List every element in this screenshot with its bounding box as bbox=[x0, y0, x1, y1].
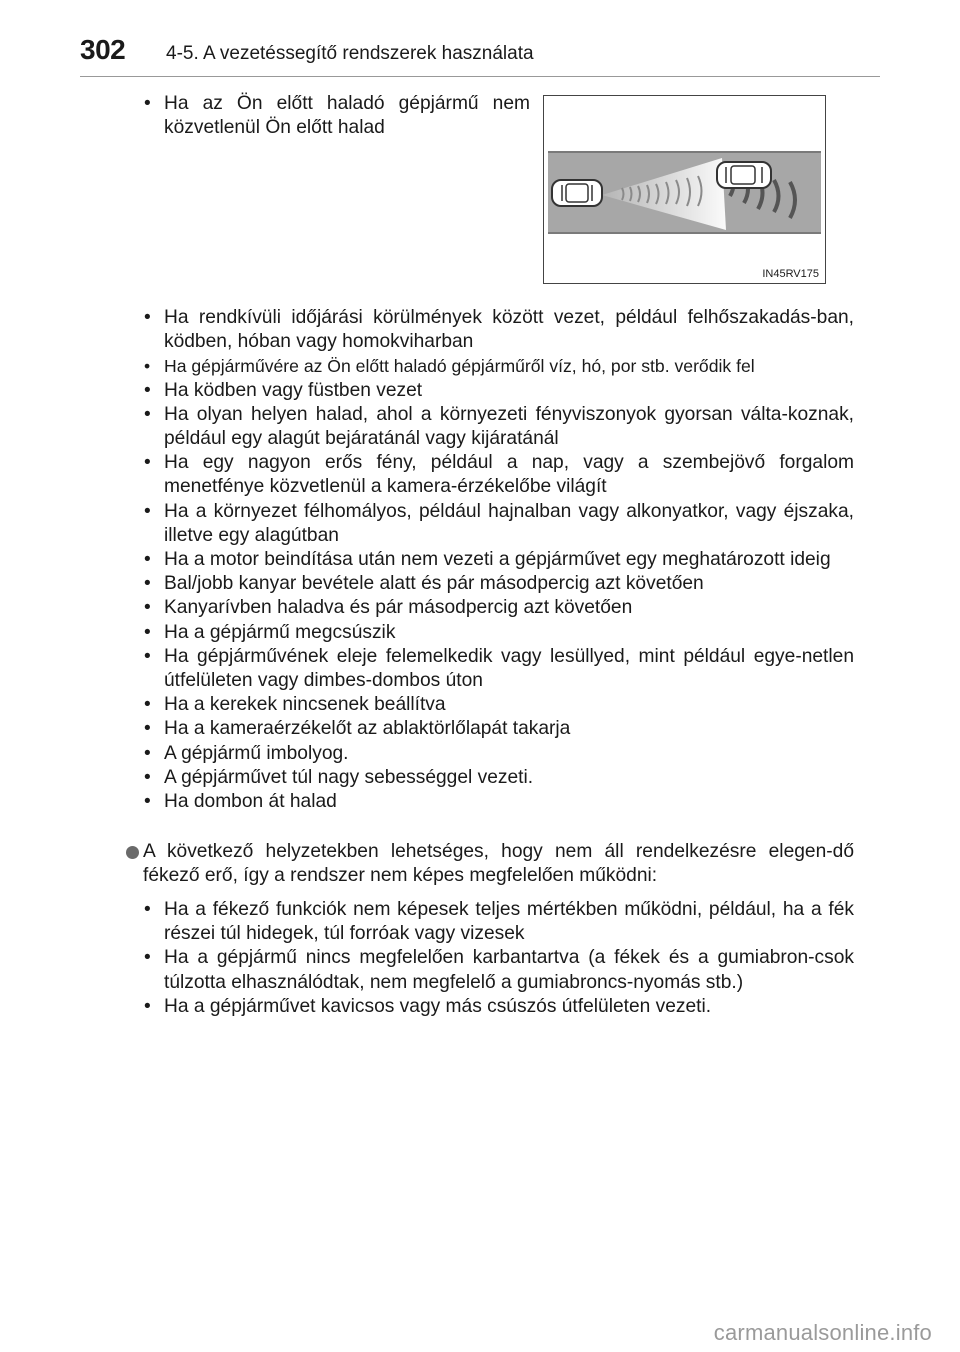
circle-bullet-icon bbox=[126, 846, 139, 859]
list-item: • Ha dombon át halad bbox=[140, 790, 854, 814]
circle-bullet-paragraph bbox=[120, 840, 854, 888]
page-number: 302 bbox=[80, 34, 126, 65]
circle-bullet-text: A következő helyzetekben lehetséges, hogy nem áll rendelkezésre elegen-dő fékező erő, így a rendszer nem képes megfelelően működni: bbox=[143, 841, 854, 887]
list-item: • Ha a környezet félhomályos, például hajnalban vagy alkonyatkor, vagy éjszaka, illetve egy alagútban bbox=[140, 500, 854, 548]
list-item: • Ha a fékező funkciók nem képesek teljes mértékben működni, például, ha a fék részei túl hidegek, túl forróak vagy vizesek bbox=[140, 898, 854, 946]
list-item: • Ha a motor beindítása után nem vezeti a gépjárművet egy meghatározott ideig bbox=[140, 548, 854, 572]
page-header bbox=[0, 0, 960, 72]
list-item: • Ha a gépjármű megcsúszik bbox=[140, 621, 854, 645]
list-item: • Ha a gépjárművet kavicsos vagy más csúszós útfelületen vezeti. bbox=[140, 995, 854, 1019]
list-item: • Ha ködben vagy füstben vezet bbox=[140, 379, 854, 403]
list-item: • Ha gépjárművének eleje felemelkedik vagy lesüllyed, mint például egye-netlen útfelületen vagy dimbes-dombos úton bbox=[140, 645, 854, 693]
list-item: • A gépjármű imbolyog. bbox=[140, 742, 854, 766]
list-item: • Ha egy nagyon erős fény, például a nap, vagy a szembejövő forgalom menetfénye közvetlenül a kamera-érzékelőbe világít bbox=[140, 451, 854, 499]
list-item: • Ha olyan helyen halad, ahol a környezeti fényviszonyok gyorsan válta-koznak, például egy alagút bejáratánál vagy kijáratánál bbox=[140, 403, 854, 451]
preceding-vehicle-icon bbox=[717, 162, 771, 188]
own-vehicle-icon bbox=[552, 180, 602, 206]
sub-bullet-list bbox=[140, 898, 854, 1019]
top-bullet-block bbox=[140, 92, 530, 140]
list-item: • Ha az Ön előtt haladó gépjármű nem közvetlenül Ön előtt halad bbox=[140, 92, 530, 140]
illustration-figure bbox=[543, 95, 826, 284]
list-item: • Kanyarívben haladva és pár másodpercig azt követően bbox=[140, 596, 854, 620]
list-item: • Ha gépjárművére az Ön előtt haladó gépjárműről víz, hó, por stb. verődik fel bbox=[140, 354, 854, 378]
section-title: 4-5. A vezetéssegítő rendszerek használata bbox=[166, 43, 534, 64]
main-bullet-list bbox=[140, 306, 854, 814]
list-item: • Ha a kameraérzékelőt az ablaktörlőlapát takarja bbox=[140, 717, 854, 741]
car-offset-detection-illustration bbox=[544, 96, 825, 283]
header-rule bbox=[80, 76, 880, 77]
list-item: • Ha a gépjármű nincs megfelelően karbantartva (a fékek és a gumiabron-csok túlzotta elhasználódtak, nem megfelelő a gumiabroncs-nyomás stb.) bbox=[140, 946, 854, 994]
list-item: • Ha a kerekek nincsenek beállítva bbox=[140, 693, 854, 717]
figure-code: IN45RV175 bbox=[762, 268, 819, 280]
list-item: • Ha rendkívüli időjárási körülmények között vezet, például felhőszakadás-ban, ködben, hóban vagy homokviharban bbox=[140, 306, 854, 354]
list-item: • Bal/jobb kanyar bevétele alatt és pár másodpercig azt követően bbox=[140, 572, 854, 596]
list-item: • A gépjárművet túl nagy sebességgel vezeti. bbox=[140, 766, 854, 790]
watermark: carmanualsonline.info bbox=[713, 1320, 932, 1345]
